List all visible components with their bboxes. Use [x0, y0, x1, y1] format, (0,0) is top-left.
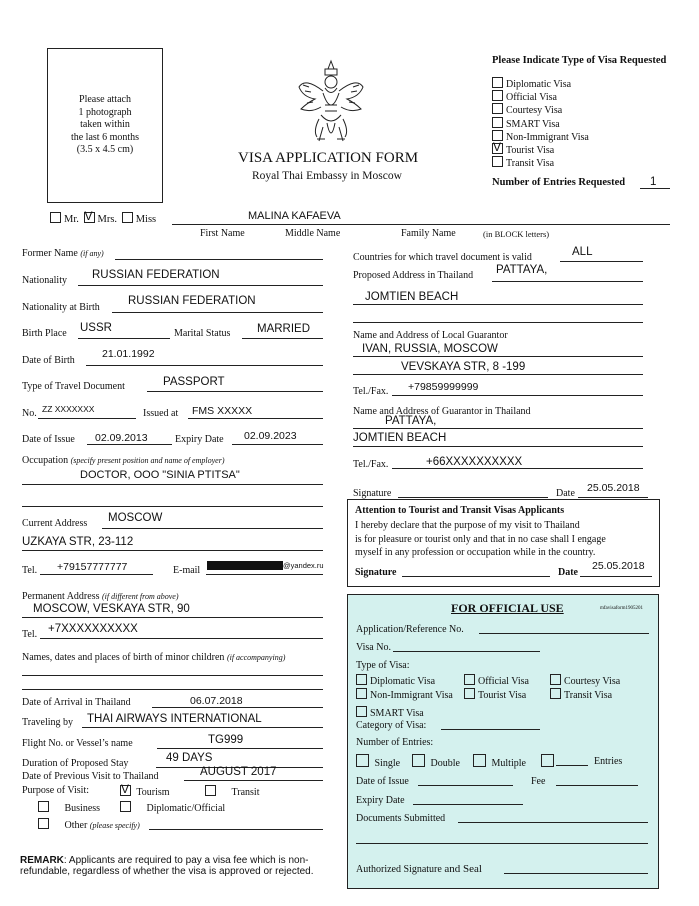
family-name-label: Family Name — [401, 228, 456, 239]
occupation-label: Occupation (specify present position and name of employer) — [22, 455, 225, 466]
signature-date-label: Date — [556, 488, 575, 499]
proposed-addr-line-3 — [353, 322, 643, 323]
expiry-date-label: Expiry Date — [175, 434, 224, 445]
perm-address-label: Permanent Address (if different from above) — [22, 591, 179, 602]
photo-line: (3.5 x 4.5 cm) — [76, 144, 134, 155]
auth-signature-label: Authorized Signature and Seal — [356, 863, 482, 875]
doc-no-label: No. — [22, 408, 37, 419]
prev-visit-line — [184, 780, 323, 781]
email-line — [206, 574, 323, 575]
flight-value[interactable]: TG999 — [208, 734, 244, 746]
former-name-label: Former Name (if any) — [22, 248, 104, 259]
signature-line — [398, 497, 548, 498]
official-title: FOR OFFICIAL USE — [451, 601, 564, 615]
traveling-label: Traveling by — [22, 717, 74, 728]
mrs-label: Mrs. — [97, 214, 118, 225]
nationality-birth-label: Nationality at Birth — [22, 302, 100, 313]
marital-status-label: Marital Status — [174, 328, 231, 339]
checkbox[interactable] — [492, 77, 503, 88]
occupation-value[interactable]: DOCTOR, OOO "SINIA PTITSA" — [80, 469, 240, 481]
perm-address-value[interactable]: MOSCOW, VESKAYA STR, 90 — [33, 603, 190, 615]
garuda-emblem-icon — [295, 57, 367, 147]
num-entries-label: Number of Entries: — [356, 737, 434, 748]
app-ref-label: Application/Reference No. — [356, 624, 464, 635]
form-subtitle: Royal Thai Embassy in Moscow — [252, 170, 402, 182]
checkbox[interactable] — [205, 785, 216, 796]
email-redaction — [207, 561, 283, 570]
entries-other[interactable] — [541, 754, 557, 769]
visa-option-label: Transit Visa — [506, 158, 555, 169]
local-guarantor-line-2 — [353, 374, 643, 375]
checkbox[interactable] — [356, 754, 369, 767]
official-expiry-line — [413, 804, 523, 805]
visa-option-label: Official Visa — [506, 92, 557, 103]
entries-line — [640, 188, 670, 189]
local-tel-line — [392, 395, 643, 396]
checkbox[interactable] — [356, 674, 367, 685]
thai-tel-line — [392, 468, 643, 469]
official-courtesy[interactable]: Courtesy Visa — [550, 674, 620, 687]
purpose-diplomatic[interactable]: Diplomatic/Official — [120, 801, 225, 814]
issued-at-line — [188, 418, 323, 419]
issued-at-value[interactable]: FMS XXXXX — [192, 405, 253, 417]
flight-line — [157, 748, 323, 749]
entries-double[interactable]: Double — [412, 754, 460, 769]
purpose-business[interactable]: Business — [38, 801, 100, 814]
entries-word: Entries — [594, 756, 623, 767]
visa-option-label: Diplomatic Visa — [506, 79, 572, 90]
local-guarantor-label: Name and Address of Local Guarantor — [353, 330, 508, 341]
birth-place-line — [78, 338, 170, 339]
visa-option-transit[interactable] — [492, 156, 554, 169]
photo-line: Please attach — [79, 94, 131, 105]
purpose-tourism[interactable]: V Tourism — [120, 785, 170, 798]
perm-address-line — [22, 617, 323, 618]
visa-option-courtesy[interactable] — [492, 103, 562, 116]
photo-line: 1 photograph — [78, 106, 132, 118]
attention-signature-label: Signature — [355, 567, 397, 578]
duration-value[interactable]: 49 DAYS — [166, 752, 213, 764]
nationality-value[interactable]: RUSSIAN FEDERATION — [92, 269, 220, 281]
issue-date-line — [87, 444, 172, 445]
issued-at-label: Issued at — [143, 408, 179, 419]
expiry-line — [232, 444, 323, 445]
visa-option-tourist[interactable] — [492, 143, 554, 156]
local-guarantor-value-2[interactable]: VEVSKAYA STR, 8 -199 — [401, 361, 526, 373]
official-date-issue-line — [418, 785, 513, 786]
current-address-line-2 — [22, 550, 323, 551]
visa-type-heading: Please Indicate Type of Visa Requested — [492, 55, 667, 66]
title-options — [50, 212, 156, 225]
email-label: E-mail — [173, 565, 201, 576]
checkbox[interactable] — [492, 103, 503, 114]
checkbox[interactable] — [122, 212, 133, 223]
attention-line-2: is for pleasure or tourist only and that in no case shall I engage — [355, 534, 606, 545]
occupation-line-1 — [22, 484, 323, 485]
official-fee-line — [556, 785, 638, 786]
purpose-label: Purpose of Visit: — [22, 785, 89, 796]
attention-date-value[interactable]: 25.05.2018 — [592, 560, 645, 572]
app-ref-line — [479, 633, 649, 634]
visa-option-label: Non-Immigrant Visa — [506, 132, 589, 143]
attention-line-3: myself in any profession or occupation while in the country. — [355, 547, 596, 558]
countries-value[interactable]: ALL — [572, 246, 593, 258]
type-of-visa-label: Type of Visa: — [356, 660, 410, 671]
attention-title: Attention to Tourist and Transit Visas Applicants — [355, 505, 565, 516]
arrival-value[interactable]: 06.07.2018 — [190, 695, 243, 707]
local-guarantor-value-1[interactable]: IVAN, RUSSIA, MOSCOW — [362, 343, 498, 355]
thai-tel-label: Tel./Fax. — [353, 459, 389, 470]
visa-option-official[interactable] — [492, 90, 557, 103]
doc-no-line — [38, 418, 136, 419]
entries-requested-value[interactable]: 1 — [650, 176, 657, 188]
countries-label: Countries for which travel document is valid — [353, 252, 532, 263]
proposed-addr-value-1[interactable]: PATTAYA, — [496, 264, 548, 276]
checkbox[interactable] — [464, 688, 475, 699]
occupation-line-2 — [22, 506, 323, 507]
form-title: VISA APPLICATION FORM — [238, 150, 419, 166]
countries-line — [560, 261, 643, 262]
purpose-transit[interactable]: Transit — [205, 785, 259, 798]
arrival-line — [152, 707, 323, 708]
prev-visit-label: Date of Previous Visit to Thailand — [22, 771, 159, 782]
official-diplomatic[interactable]: Diplomatic Visa — [356, 674, 435, 687]
entries-requested-label: Number of Entries Requested — [492, 177, 626, 188]
current-address-label: Current Address — [22, 518, 88, 529]
photo-box — [47, 48, 163, 203]
proposed-addr-line-2 — [353, 304, 643, 305]
entries-other-line — [556, 765, 588, 766]
tel-label: Tel. — [22, 565, 38, 576]
checkbox[interactable] — [120, 801, 131, 812]
docs-line-1 — [458, 822, 648, 823]
doc-no-value[interactable]: ZZ XXXXXXX — [42, 404, 95, 414]
attention-date-line — [580, 576, 652, 577]
tel-value[interactable]: +79157777777 — [57, 561, 128, 573]
checkbox[interactable] — [473, 754, 486, 767]
thai-guarantor-line — [353, 428, 643, 429]
category-line — [441, 729, 540, 730]
visa-option-label: Tourist Visa — [506, 145, 555, 156]
attention-signature-line — [402, 576, 550, 577]
travel-doc-line — [147, 391, 323, 392]
checkbox[interactable] — [550, 674, 561, 685]
visa-option-label: SMART Visa — [506, 119, 560, 130]
checkbox[interactable] — [50, 212, 61, 223]
other-line — [149, 829, 323, 830]
proposed-addr-line — [492, 281, 643, 282]
remark: REMARK: Applicants are required to pay a visa fee which is non- refundable, regardless of whether the visa is approved or rejected. — [20, 855, 314, 877]
official-tourist[interactable]: Tourist Visa — [464, 688, 526, 701]
birth-place-label: Birth Place — [22, 328, 67, 339]
dob-value[interactable]: 21.01.1992 — [102, 348, 155, 360]
official-fee-label: Fee — [531, 776, 546, 787]
prev-visit-value[interactable]: AUGUST 2017 — [200, 766, 277, 778]
dob-label: Date of Birth — [22, 355, 75, 366]
visa-no-line — [393, 651, 540, 652]
checkbox[interactable] — [550, 688, 561, 699]
children-line-1 — [22, 675, 323, 676]
current-address-value-2[interactable]: UZKAYA STR, 23-112 — [22, 536, 134, 548]
tel-line — [40, 574, 153, 575]
thai-guarantor-label: Name and Address of Guarantor in Thailand — [353, 406, 531, 417]
auth-signature-line — [504, 873, 648, 874]
checkbox[interactable] — [492, 156, 503, 167]
flight-label: Flight No. or Vessel’s name — [22, 738, 133, 749]
perm-tel-value[interactable]: +7XXXXXXXXXX — [48, 623, 138, 635]
thai-tel-value[interactable]: +66XXXXXXXXXX — [426, 456, 523, 468]
former-name-line — [115, 259, 323, 260]
middle-name-label: Middle Name — [285, 228, 341, 239]
proposed-addr-label: Proposed Address in Thailand — [353, 270, 474, 281]
category-label: Category of Visa: — [356, 720, 427, 731]
nationality-birth-line — [112, 312, 323, 313]
signature-date-line — [578, 497, 648, 498]
name-value[interactable]: MALINA KAFAEVA — [248, 210, 341, 222]
checkbox[interactable] — [492, 117, 503, 128]
issue-date-value[interactable]: 02.09.2013 — [95, 432, 148, 444]
perm-tel-line — [40, 638, 323, 639]
nationality-label: Nationality — [22, 275, 67, 286]
proposed-addr-value-2[interactable]: JOMTIEN BEACH — [365, 291, 459, 303]
checkbox-checked[interactable] — [84, 212, 95, 223]
children-line-2 — [22, 689, 323, 690]
issue-date-label: Date of Issue — [22, 434, 75, 445]
miss-label: Miss — [135, 214, 157, 225]
expiry-date-value[interactable]: 02.09.2023 — [244, 430, 297, 442]
traveling-value[interactable]: THAI AIRWAYS INTERNATIONAL — [87, 713, 262, 725]
marital-status-value[interactable]: MARRIED — [257, 323, 311, 335]
signature-label: Signature — [353, 488, 392, 499]
entries-single[interactable]: Single — [356, 754, 400, 769]
checkbox[interactable] — [541, 754, 554, 767]
local-guarantor-line — [353, 356, 643, 357]
thai-guarantor-line-2 — [353, 446, 643, 447]
children-label: Names, dates and places of birth of minor children (if accompanying) — [22, 652, 286, 663]
visa-option-smart[interactable] — [492, 117, 560, 130]
block-letters-note: (in BLOCK letters) — [483, 229, 550, 239]
photo-line: taken within — [80, 119, 130, 130]
attention-date-label: Date — [558, 567, 578, 578]
official-smart[interactable]: SMART Visa — [356, 706, 424, 719]
duration-label: Duration of Proposed Stay — [22, 758, 129, 769]
checkbox[interactable] — [412, 754, 425, 767]
checkbox[interactable] — [38, 818, 49, 829]
marital-line — [242, 338, 323, 339]
official-transit[interactable]: Transit Visa — [550, 688, 612, 701]
docs-line-2 — [356, 843, 648, 844]
signature-date-value[interactable]: 25.05.2018 — [587, 482, 640, 494]
official-code: mfavisaform1905201 — [600, 606, 644, 611]
current-address-value-1[interactable]: MOSCOW — [108, 512, 163, 524]
dob-line — [86, 365, 323, 366]
nationality-line — [78, 285, 323, 286]
travel-doc-value[interactable]: PASSPORT — [163, 376, 225, 388]
local-tel-label: Tel./Fax. — [353, 386, 389, 397]
checkbox-checked[interactable] — [492, 143, 503, 154]
nationality-birth-value[interactable]: RUSSIAN FEDERATION — [128, 295, 256, 307]
checkbox[interactable] — [492, 90, 503, 101]
official-non-immigrant[interactable]: Non-Immigrant Visa — [356, 688, 453, 701]
visa-option-non-immigrant[interactable] — [492, 130, 589, 143]
attention-line-1: I hereby declare that the purpose of my visit to Thailand — [355, 520, 580, 531]
checkbox-checked[interactable] — [120, 785, 131, 796]
thai-guarantor-value-2[interactable]: JOMTIEN BEACH — [353, 432, 447, 444]
official-expiry-label: Expiry Date — [356, 795, 405, 806]
purpose-other[interactable]: Other (please specify) — [38, 818, 140, 831]
mr-label: Mr. — [64, 214, 79, 225]
official-date-issue-label: Date of Issue — [356, 776, 409, 787]
checkbox[interactable] — [464, 674, 475, 685]
perm-tel-label: Tel. — [22, 629, 38, 640]
visa-option-label: Courtesy Visa — [506, 105, 563, 116]
name-line — [172, 224, 670, 225]
thai-guarantor-value-1[interactable]: PATTAYA, — [385, 415, 437, 427]
docs-submitted-label: Documents Submitted — [356, 813, 446, 824]
arrival-label: Date of Arrival in Thailand — [22, 697, 131, 708]
birth-place-value[interactable]: USSR — [80, 322, 112, 334]
photo-line: the last 6 months — [70, 131, 140, 143]
email-value[interactable]: @yandex.ru — [283, 561, 324, 570]
visa-option-diplomatic[interactable] — [492, 77, 571, 90]
current-address-line — [102, 528, 323, 529]
local-tel-value[interactable]: +79859999999 — [408, 381, 479, 393]
travel-doc-label: Type of Travel Document — [22, 381, 125, 392]
traveling-line — [82, 727, 323, 728]
official-official-visa[interactable]: Official Visa — [464, 674, 529, 687]
checkbox[interactable] — [356, 688, 367, 699]
visa-no-label: Visa No. — [356, 642, 391, 653]
first-name-label: First Name — [200, 228, 245, 239]
checkbox[interactable] — [356, 706, 367, 717]
entries-multiple[interactable]: Multiple — [473, 754, 526, 769]
checkbox[interactable] — [38, 801, 49, 812]
